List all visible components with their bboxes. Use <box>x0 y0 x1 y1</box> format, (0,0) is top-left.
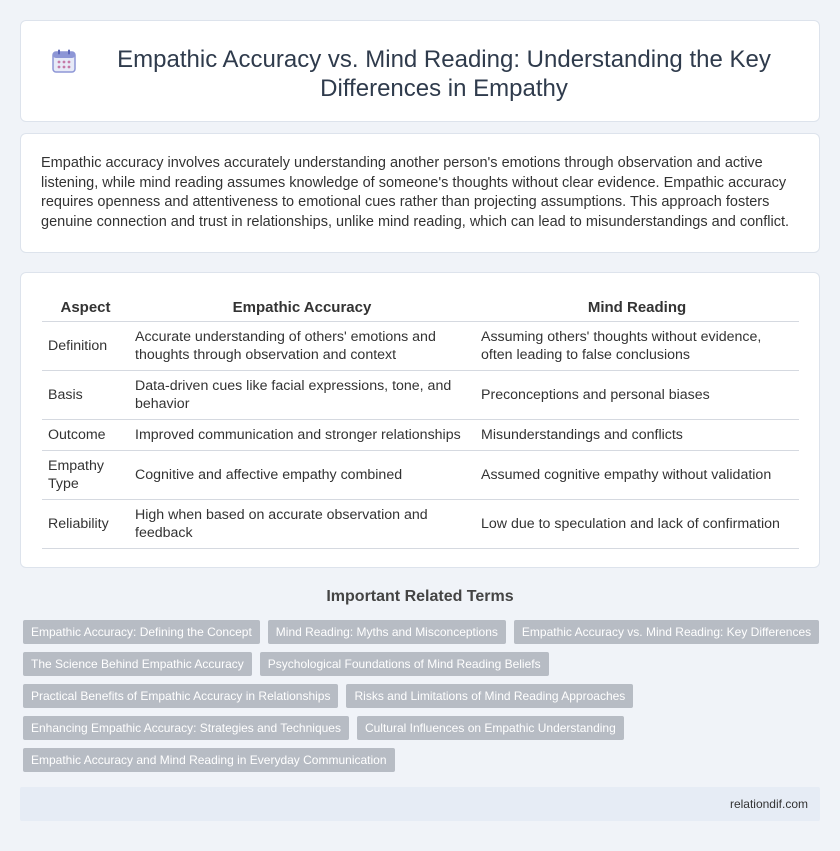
intro-paragraph: Empathic accuracy involves accurately understanding another person's emotions through observation and active listening, while mind reading assumes knowledge of someone's thoughts without clear evidence. Empathic accuracy requires openness and attentiveness to emotional cues rather than projecting assumptions. This approach fosters genuine connection and trust in relationships, unlike mind reading, which can lead to misunderstandings and conflict. <box>41 155 790 230</box>
mind-reading-cell: Preconceptions and personal biases <box>475 371 799 420</box>
related-terms-list <box>23 620 823 780</box>
header-empathic-accuracy: Empathic Accuracy <box>129 292 475 322</box>
related-term-tag[interactable]: Enhancing Empathic Accuracy: Strategies and Techniques <box>23 716 349 740</box>
related-term-tag[interactable]: Cultural Influences on Empathic Understanding <box>357 716 624 740</box>
related-term-tag[interactable]: Mind Reading: Myths and Misconceptions <box>268 620 506 644</box>
empathic-accuracy-cell: Data-driven cues like facial expressions, tone, and behavior <box>129 371 475 420</box>
calendar-icon <box>51 48 77 74</box>
aspect-cell: Definition <box>42 322 129 371</box>
intro-card <box>20 133 820 253</box>
related-term-tag[interactable]: Empathic Accuracy: Defining the Concept <box>23 620 260 644</box>
header-card <box>20 20 820 122</box>
empathic-accuracy-cell: Cognitive and affective empathy combined <box>129 451 475 500</box>
related-term-tag[interactable]: Practical Benefits of Empathic Accuracy in Relationships <box>23 684 338 708</box>
related-term-tag[interactable]: Psychological Foundations of Mind Reading Beliefs <box>260 652 549 676</box>
related-term-tag[interactable]: Empathic Accuracy vs. Mind Reading: Key Differences <box>514 620 819 644</box>
related-term-tag[interactable]: The Science Behind Empathic Accuracy <box>23 652 252 676</box>
table-row <box>42 500 799 549</box>
aspect-cell: Reliability <box>42 500 129 549</box>
aspect-cell: Outcome <box>42 420 129 451</box>
table-header-row <box>42 292 799 322</box>
table-row <box>42 451 799 500</box>
empathic-accuracy-cell: High when based on accurate observation and feedback <box>129 500 475 549</box>
aspect-cell: Basis <box>42 371 129 420</box>
related-term-tag[interactable]: Risks and Limitations of Mind Reading Approaches <box>346 684 633 708</box>
comparison-table-card <box>20 272 820 568</box>
mind-reading-cell: Assumed cognitive empathy without validation <box>475 451 799 500</box>
related-term-tag[interactable]: Empathic Accuracy and Mind Reading in Everyday Communication <box>23 748 395 772</box>
header-mind-reading: Mind Reading <box>475 292 799 322</box>
mind-reading-cell: Low due to speculation and lack of confirmation <box>475 500 799 549</box>
table-row <box>42 322 799 371</box>
comparison-table <box>42 292 799 549</box>
mind-reading-cell: Misunderstandings and conflicts <box>475 420 799 451</box>
empathic-accuracy-cell: Accurate understanding of others' emotions and thoughts through observation and context <box>129 322 475 371</box>
table-row <box>42 371 799 420</box>
aspect-cell: Empathy Type <box>42 451 129 500</box>
mind-reading-cell: Assuming others' thoughts without evidence, often leading to false conclusions <box>475 322 799 371</box>
footer-site-link[interactable]: relationdif.com <box>729 797 808 811</box>
footer <box>20 787 820 821</box>
table-row <box>42 420 799 451</box>
empathic-accuracy-cell: Improved communication and stronger relationships <box>129 420 475 451</box>
header-aspect: Aspect <box>42 292 129 322</box>
page-title: Empathic Accuracy vs. Mind Reading: Understanding the Key Differences in Empathy <box>117 46 771 102</box>
related-terms-title: Important Related Terms <box>326 588 514 605</box>
